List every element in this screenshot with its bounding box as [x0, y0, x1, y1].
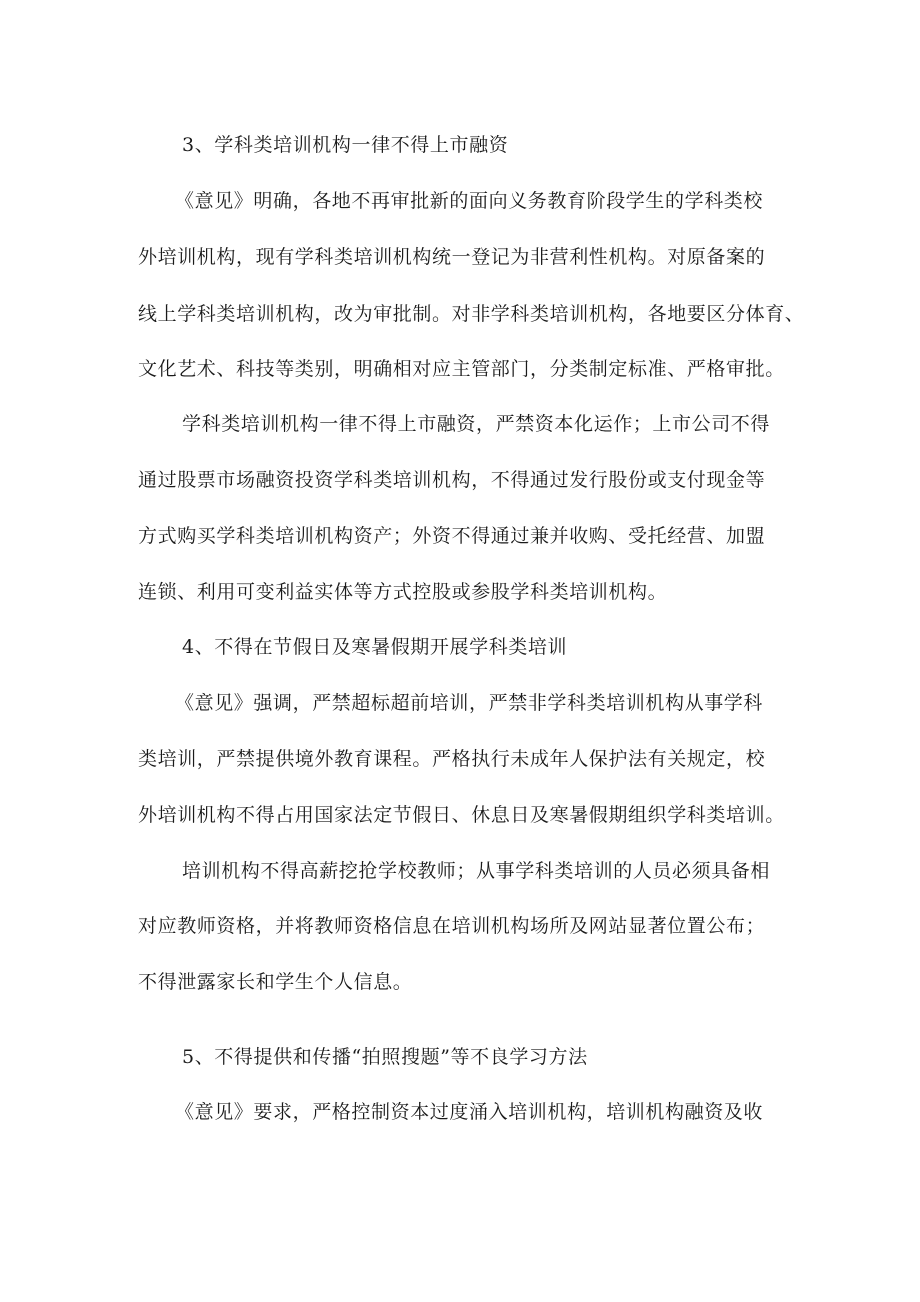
- section-heading-5: 5、不得提供和传播“拍照搜题”等不良学习方法: [182, 1046, 588, 1068]
- paragraph-line: 外培训机构不得占用国家法定节假日、休息日及寒暑假期组织学科类培训。: [138, 804, 785, 826]
- paragraph-line: 对应教师资格，并将教师资格信息在培训机构场所及网站显著位置公布；: [138, 915, 766, 937]
- paragraph-line: 《意见》强调，严禁超标超前培训，严禁非学科类培训机构从事学科: [175, 692, 764, 714]
- paragraph-line: 学科类培训机构一律不得上市融资，严禁资本化运作；上市公司不得: [182, 413, 771, 435]
- paragraph-line: 线上学科类培训机构，改为审批制。对非学科类培训机构，各地要区分体育、: [138, 303, 805, 325]
- paragraph-line: 不得泄露家长和学生个人信息。: [138, 971, 413, 993]
- paragraph-line: 通过股票市场融资投资学科类培训机构，不得通过发行股份或支付现金等: [138, 469, 766, 491]
- paragraph-line: 方式购买学科类培训机构资产；外资不得通过兼并收购、受托经营、加盟: [138, 525, 766, 547]
- paragraph-line: 《意见》明确，各地不再审批新的面向义务教育阶段学生的学科类校: [175, 190, 764, 212]
- paragraph-line: 《意见》要求，严格控制资本过度涌入培训机构，培训机构融资及收: [175, 1101, 764, 1123]
- paragraph-line: 外培训机构，现有学科类培训机构统一登记为非营利性机构。对原备案的: [138, 246, 766, 268]
- paragraph-line: 类培训，严禁提供境外教育课程。严格执行未成年人保护法有关规定，校: [138, 748, 766, 770]
- paragraph-line: 连锁、利用可变利益实体等方式控股或参股学科类培训机构。: [138, 581, 668, 603]
- section-heading-4: 4、不得在节假日及寒暑假期开展学科类培训: [182, 636, 568, 658]
- paragraph-line: 文化艺术、科技等类别，明确相对应主管部门，分类制定标准、严格审批。: [138, 358, 785, 380]
- paragraph-line: 培训机构不得高薪挖抢学校教师；从事学科类培训的人员必须具备相: [182, 860, 771, 882]
- section-heading-3: 3、学科类培训机构一律不得上市融资: [182, 134, 509, 156]
